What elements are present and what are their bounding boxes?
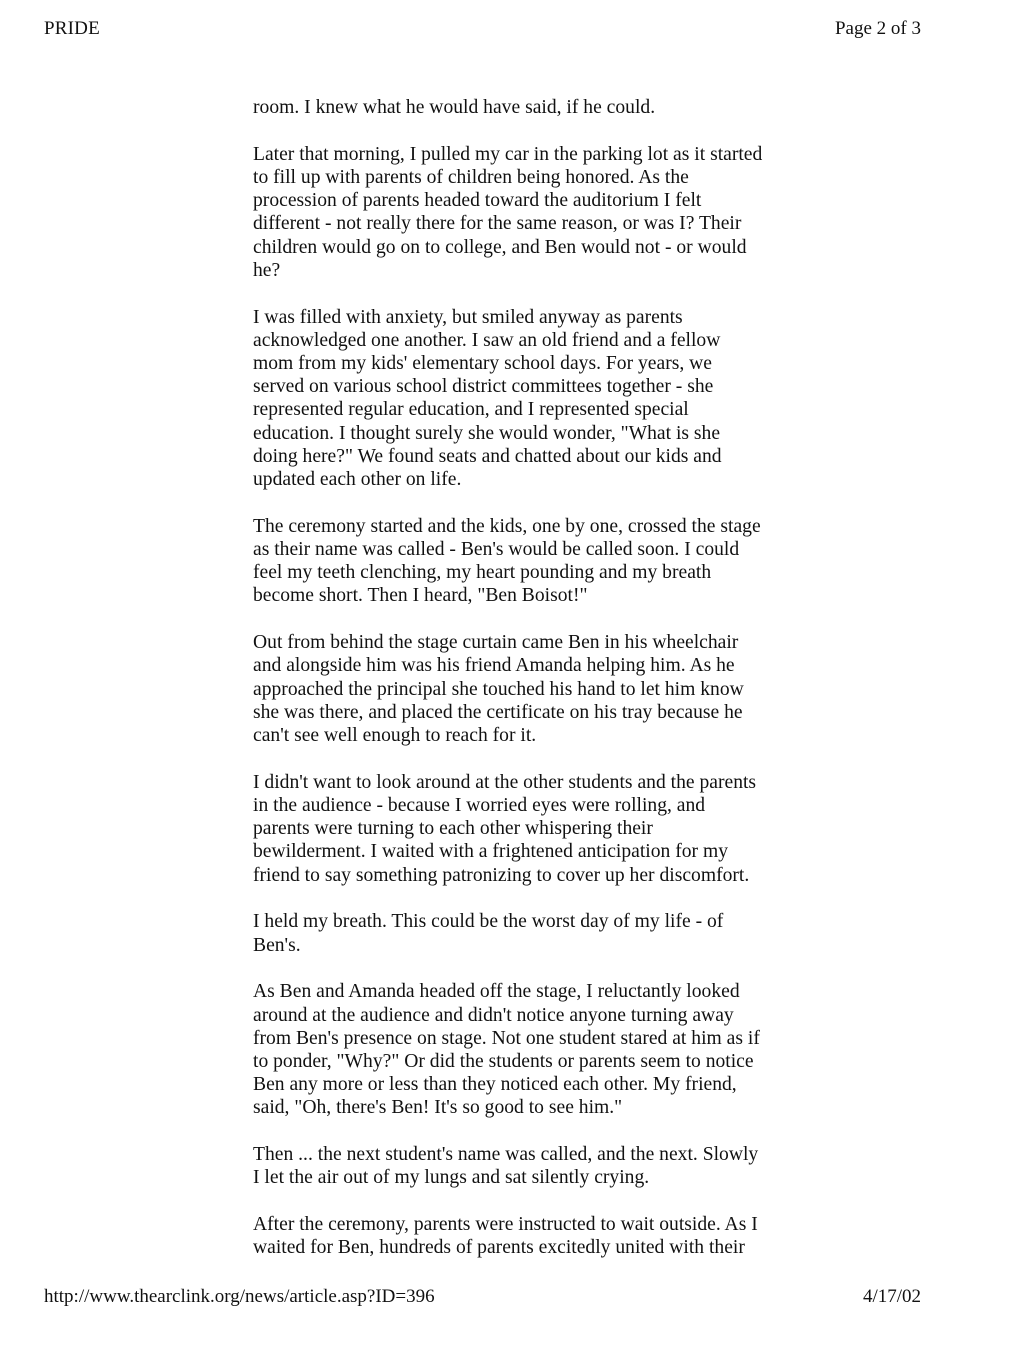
paragraph: Then ... the next student's name was called, and the next. Slowly I let the air out of my lungs and sat silently crying. xyxy=(253,1144,759,1189)
paragraph: As Ben and Amanda headed off the stage, I reluctantly looked around at the audience and didn't notice anyone turning away from Ben's presence on stage. Not one student stared at him as if to ponder, "Why?" Or did the students or parents seem to notice Ben any more or less than they noticed each other. My friend, said, "Oh, there's Ben! It's so good to see him." xyxy=(253,981,760,1119)
article-body xyxy=(253,96,813,1283)
paragraph: Out from behind the stage curtain came Ben in his wheelchair and alongside him was his friend Amanda helping him. As he approached the principal she touched his hand to let him know she was there, and placed the certificate on his tray because he can't see well enough to reach for it. xyxy=(253,632,744,747)
paragraph: Later that morning, I pulled my car in the parking lot as it started to fill up with parents of children being honored. As the procession of parents headed toward the auditorium I felt different - not really there for the same reason, or was I? Their children would go on to college, and Ben would not - or would he? xyxy=(253,143,763,281)
paragraph: After the ceremony, parents were instructed to wait outside. As I waited for Ben, hundreds of parents excitedly united with their xyxy=(253,1214,758,1259)
paragraph: I was filled with anxiety, but smiled anyway as parents acknowledged one another. I saw an old friend and a fellow mom from my kids' elementary school days. For years, we served on various school district committees together - she represented regular education, and I represented special education. I thought surely she would wonder, "What is she doing here?" We found seats and chatted about our kids and updated each other on life. xyxy=(253,306,722,491)
paragraph: I held my breath. This could be the worst day of my life - of Ben's. xyxy=(253,911,724,956)
footer-date: 4/17/02 xyxy=(862,1286,921,1307)
footer-url: http://www.thearclink.org/news/article.asp?ID=396 xyxy=(44,1286,435,1307)
page-number: Page 2 of 3 xyxy=(834,18,921,39)
page-header-title: PRIDE xyxy=(44,18,100,39)
paragraph: I didn't want to look around at the other students and the parents in the audience - because I worried eyes were rolling, and parents were turning to each other whispering their bewilderment. I waited with a frightened anticipation for my friend to say something patronizing to cover up her discomfort. xyxy=(253,771,757,886)
paragraph: The ceremony started and the kids, one by one, crossed the stage as their name was called - Ben's would be called soon. I could feel my teeth clenching, my heart pounding and my breath become short. Then I heard, "Ben Boisot!" xyxy=(253,515,761,607)
paragraph: room. I knew what he would have said, if he could. xyxy=(253,97,656,118)
